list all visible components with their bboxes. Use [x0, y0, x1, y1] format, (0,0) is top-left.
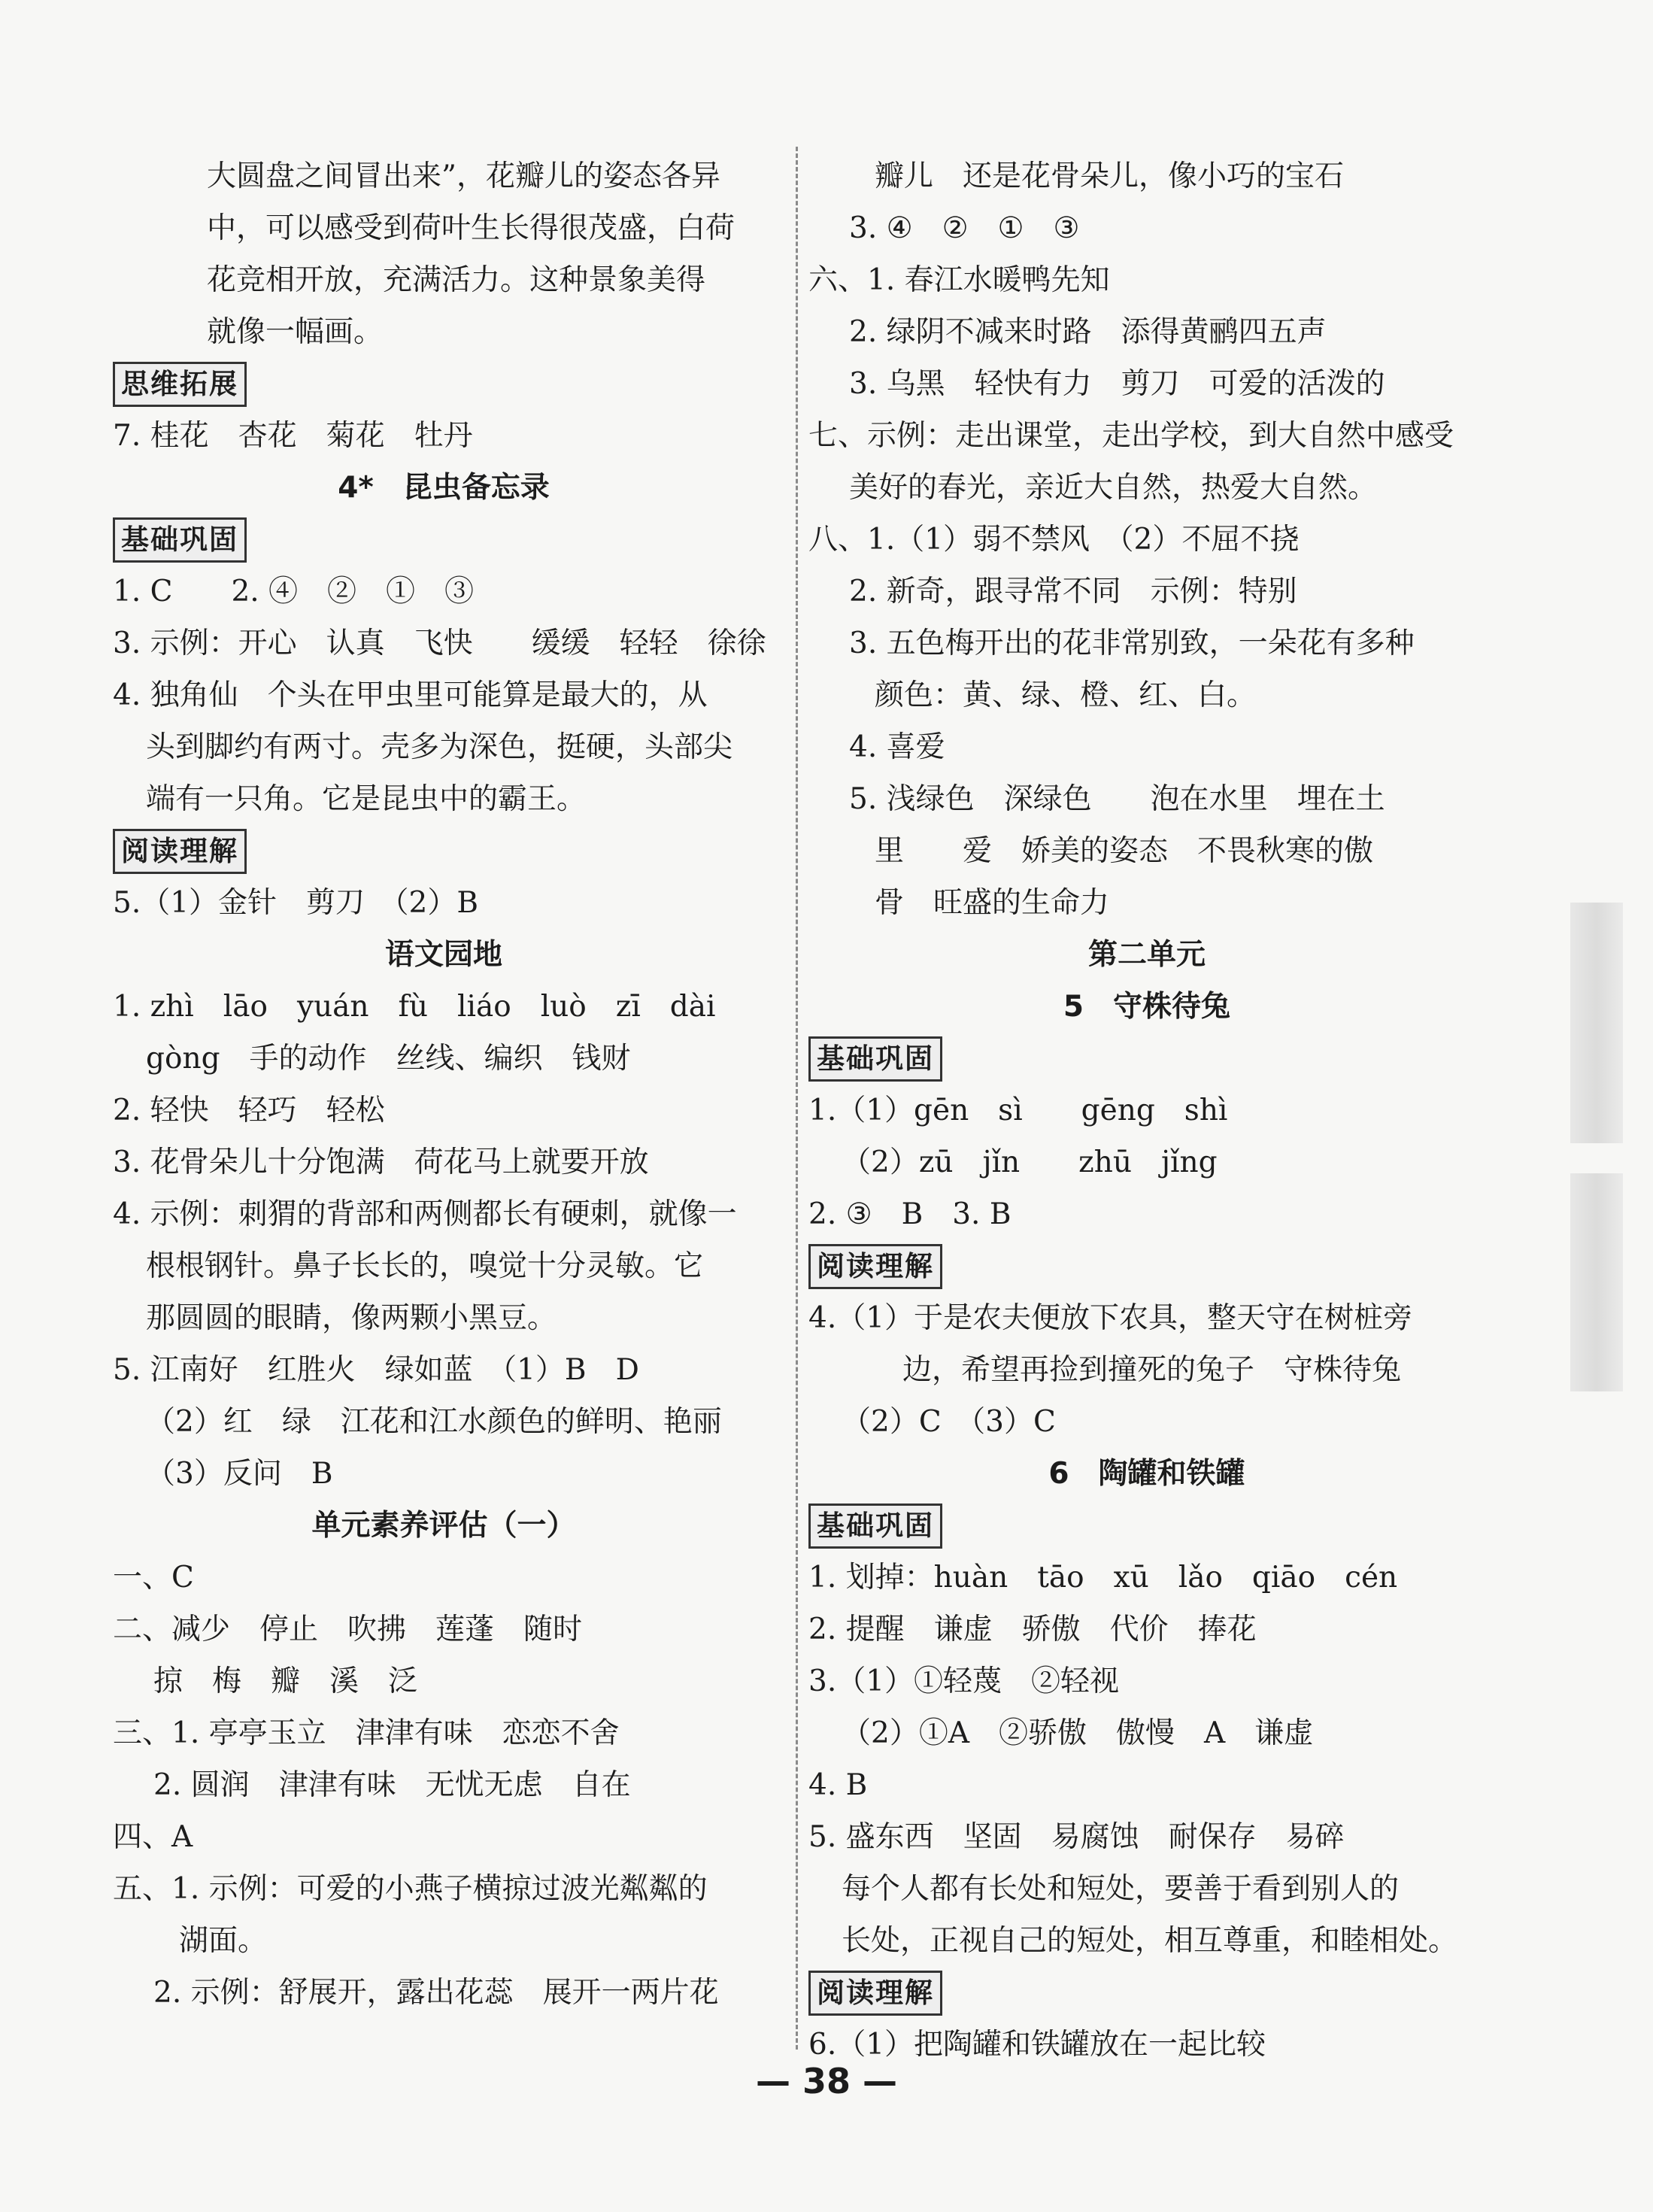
answer-line: 每个人都有长处和短处，要善于看到别人的	[842, 1872, 1400, 1906]
answer-line: 八、1.（1）弱不禁风 （2）不屈不挠	[808, 523, 1300, 557]
answer-line: 2. ③ B 3. B	[808, 1197, 1012, 1231]
answer-line: 5.（1）金针 剪刀 （2）B	[113, 886, 478, 920]
section-heading: 语文园地	[384, 938, 502, 972]
section-tag	[808, 1240, 1485, 1292]
section-tag-label: 思维拓展	[113, 362, 247, 407]
answer-line: 掠 梅 瓣 溪 泛	[153, 1664, 418, 1698]
answer-line: 2. 绿阴不减来时路 添得黄鹂四五声	[849, 315, 1327, 349]
answer-line: 1.（1）gēn sì gēng shì	[808, 1094, 1228, 1127]
section-tag-label: 基础巩固	[808, 1503, 942, 1549]
answer-line: 3. 示例：开心 认真 飞快 缓缓 轻轻 徐徐	[113, 627, 766, 660]
answer-line: 2. 轻快 轻巧 轻松	[113, 1094, 385, 1127]
answer-line: 1. zhì lāo yuán fù liáo luò zī dài	[113, 990, 716, 1024]
answer-line: 端有一只角。它是昆虫中的霸王。	[146, 782, 587, 816]
page-edge-shadow	[1570, 903, 1623, 1143]
answer-line: 根根钢针。鼻子长长的，嗅觉十分灵敏。它	[146, 1249, 704, 1283]
answer-line: 一、C	[113, 1561, 194, 1595]
page-number: — 38 —	[755, 2061, 898, 2101]
answer-line: 二、减少 停止 吹拂 莲蓬 随时	[113, 1613, 583, 1646]
answer-line: 3. 五色梅开出的花非常别致，一朵花有多种	[849, 627, 1415, 660]
answer-line: （2）C （3）C	[842, 1405, 1056, 1439]
answer-line: 5. 盛东西 坚固 易腐蚀 耐保存 易碎	[808, 1820, 1345, 1854]
answer-line: 就像一幅画。	[207, 315, 384, 349]
section-tag-label: 基础巩固	[113, 517, 247, 563]
answer-line: 3. 花骨朵儿十分饱满 荷花马上就要开放	[113, 1145, 649, 1179]
answer-line: （2）①A ②骄傲 傲慢 A 谦虚	[842, 1716, 1314, 1750]
section-tag	[808, 1967, 1485, 2019]
answer-line: 7. 桂花 杏花 菊花 牡丹	[113, 419, 473, 453]
column-divider	[796, 147, 798, 2050]
answer-line: 4. 示例：刺猬的背部和两侧都长有硬刺，就像一	[113, 1197, 737, 1231]
answer-line: 大圆盘之间冒出来”，花瓣儿的姿态各异	[207, 159, 720, 193]
answer-line: 4. 独角仙 个头在甲虫里可能算是最大的，从	[113, 678, 708, 712]
answer-line: 瓣儿 还是花骨朵儿，像小巧的宝石	[875, 159, 1345, 193]
answer-line: 3.（1）①轻蔑 ②轻视	[808, 1664, 1120, 1698]
left-column	[113, 150, 775, 2019]
page-edge-shadow	[1570, 1173, 1623, 1391]
section-heading: 4* 昆虫备忘录	[338, 471, 550, 505]
answer-line: （3）反问 B	[146, 1457, 333, 1491]
answer-line: 六、1. 春江水暖鸭先知	[808, 263, 1110, 297]
answer-line: gòng 手的动作 丝线、编织 钱财	[146, 1042, 631, 1076]
answer-line: 2. 提醒 谦虚 骄傲 代价 捧花	[808, 1613, 1257, 1646]
section-tag-label: 阅读理解	[808, 1971, 942, 2016]
answer-line: 那圆圆的眼睛，像两颗小黑豆。	[146, 1301, 557, 1335]
answer-line: （2）zū jǐn zhū jǐng	[842, 1145, 1218, 1179]
answer-line: 6.（1）把陶罐和铁罐放在一起比较	[808, 2028, 1266, 2062]
answer-line: 长处，正视自己的短处，相互尊重，和睦相处。	[842, 1924, 1458, 1958]
answer-line: 4. 喜爱	[849, 730, 945, 764]
section-tag	[113, 825, 775, 877]
answer-line: 5. 江南好 红胜火 绿如蓝 （1）B D	[113, 1353, 639, 1387]
right-column	[808, 150, 1485, 2071]
answer-line: 颜色：黄、绿、橙、红、白。	[875, 678, 1257, 712]
answer-line: 七、示例：走出课堂，走出学校，到大自然中感受	[808, 419, 1454, 453]
answer-line: 三、1. 亭亭玉立 津津有味 恋恋不舍	[113, 1716, 620, 1750]
section-tag	[808, 1500, 1485, 1552]
section-tag	[113, 358, 775, 410]
answer-line: 里 爱 娇美的姿态 不畏秋寒的傲	[875, 834, 1374, 868]
answer-line: 4. B	[808, 1768, 868, 1802]
section-heading: 单元素养评估（一）	[311, 1509, 576, 1543]
section-heading: 第二单元	[1087, 938, 1206, 972]
answer-line: 中，可以感受到荷叶生长得很茂盛，白荷	[207, 211, 736, 245]
answer-line: 五、1. 示例：可爱的小燕子横掠过波光粼粼的	[113, 1872, 708, 1906]
answer-line: 头到脚约有两寸。壳多为深色，挺硬，头部尖	[146, 730, 733, 764]
answer-line: 2. 示例：舒展开，露出花蕊 展开一两片花	[153, 1976, 719, 2010]
answer-line: 骨 旺盛的生命力	[875, 886, 1110, 920]
answer-line: 3. ④ ② ① ③	[849, 211, 1080, 245]
answer-line: 3. 乌黑 轻快有力 剪刀 可爱的活泼的	[849, 367, 1385, 401]
answer-line: 1. 划掉：huàn tāo xū lǎo qiāo cén	[808, 1561, 1398, 1595]
answer-line: 边，希望再捡到撞死的兔子 守株待兔	[902, 1353, 1402, 1387]
section-heading: 5 守株待兔	[1063, 990, 1231, 1024]
answer-line: 2. 圆润 津津有味 无忧无虑 自在	[153, 1768, 631, 1802]
section-tag-label: 阅读理解	[808, 1244, 942, 1289]
section-tag-label: 阅读理解	[113, 829, 247, 874]
answer-line: 2. 新奇，跟寻常不同 示例：特别	[849, 575, 1297, 608]
section-tag	[113, 514, 775, 566]
answer-line: 美好的春光，亲近大自然，热爱大自然。	[849, 471, 1378, 505]
answer-line: 4.（1）于是农夫便放下农具，整天守在树桩旁	[808, 1301, 1413, 1335]
answer-line: （2）红 绿 江花和江水颜色的鲜明、艳丽	[146, 1405, 722, 1439]
answer-line: 四、A	[113, 1820, 193, 1854]
answer-line: 花竞相开放，充满活力。这种景象美得	[207, 263, 706, 297]
section-heading: 6 陶罐和铁罐	[1048, 1457, 1245, 1491]
answer-line: 湖面。	[179, 1924, 268, 1958]
answer-line: 1. C 2. ④ ② ① ③	[113, 575, 475, 608]
section-tag	[808, 1033, 1485, 1085]
answer-line: 5. 浅绿色 深绿色 泡在水里 埋在土	[849, 782, 1385, 816]
section-tag-label: 基础巩固	[808, 1036, 942, 1082]
